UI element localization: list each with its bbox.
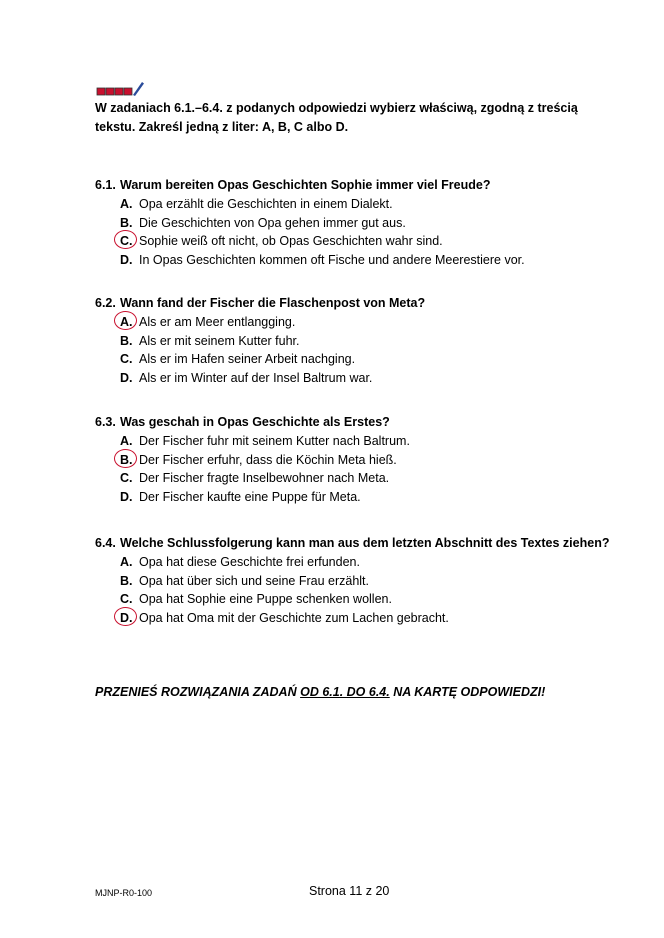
option-text: Opa hat über sich und seine Frau erzählt.: [139, 573, 369, 588]
exam-code: MJNP-R0-100: [95, 888, 153, 898]
option-letter: C.: [120, 234, 133, 248]
option-letter: D.: [120, 489, 133, 504]
option-text: Sophie weiß oft nicht, ob Opas Geschichten wahr sind.: [139, 234, 443, 248]
question-6-1: [95, 176, 615, 269]
option-text: Als er am Meer entlangging.: [139, 315, 296, 329]
question-number: 6.4.: [95, 536, 116, 550]
answer-circle: [114, 449, 137, 468]
option-letter: B.: [120, 215, 133, 230]
option-b[interactable]: [120, 451, 615, 470]
option-letter: B.: [120, 333, 133, 348]
option-b[interactable]: [120, 572, 615, 591]
option-text: Der Fischer fuhr mit seinem Kutter nach Baltrum.: [139, 434, 410, 448]
question-text: Was geschah in Opas Geschichte als Erstes?: [120, 415, 390, 429]
option-d[interactable]: [120, 609, 615, 628]
question-number: 6.1.: [95, 178, 116, 192]
question-text: Wann fand der Fischer die Flaschenpost von Meta?: [120, 296, 426, 310]
option-letter: C.: [120, 352, 133, 366]
option-text: Der Fischer kaufte eine Puppe für Meta.: [139, 489, 361, 504]
question-6-4: [95, 534, 615, 627]
option-a[interactable]: [120, 432, 615, 451]
option-c[interactable]: [120, 469, 615, 488]
option-letter: B.: [120, 573, 133, 588]
question-number: 6.3.: [95, 415, 116, 429]
option-b[interactable]: [120, 214, 615, 233]
option-letter: D.: [120, 610, 133, 625]
option-letter: A.: [120, 434, 133, 448]
option-d[interactable]: [120, 488, 615, 507]
transfer-text-1: PRZENIEŚ ROZWIĄZANIA ZADAŃ: [95, 685, 301, 699]
question-text: Warum bereiten Opas Geschichten Sophie immer viel Freude?: [120, 178, 491, 192]
task-instruction: W zadaniach 6.1.–6.4. z podanych odpowiedzi wybierz właściwą, zgodną z treścią tekstu. Zakreśl jedną z liter: A, B, C albo D.: [95, 101, 578, 134]
question-6-3: [95, 413, 615, 506]
option-text: Als er im Winter auf der Insel Baltrum war.: [139, 370, 373, 385]
option-c[interactable]: [120, 350, 615, 369]
answer-circle: [114, 607, 137, 626]
transfer-text-2: NA KARTĘ ODPOWIEDZI!: [389, 685, 546, 699]
question-text: Welche Schlussfolgerung kann man aus dem letzten Abschnitt des Textes ziehen?: [120, 536, 610, 550]
option-a[interactable]: [120, 195, 615, 214]
option-text: In Opas Geschichten kommen oft Fische und andere Meerestiere vor.: [139, 252, 525, 267]
question-number: 6.2.: [95, 296, 116, 310]
option-text: Opa erzählt die Geschichten in einem Dialekt.: [139, 197, 393, 211]
option-text: Der Fischer fragte Inselbewohner nach Meta.: [139, 471, 390, 485]
option-text: Als er mit seinem Kutter fuhr.: [139, 333, 300, 348]
option-letter: C.: [120, 592, 133, 606]
option-letter: C.: [120, 471, 133, 485]
option-letter: B.: [120, 452, 133, 467]
option-c[interactable]: [120, 232, 615, 251]
option-letter: A.: [120, 315, 133, 329]
transfer-instruction: [95, 685, 545, 699]
option-text: Opa hat Sophie eine Puppe schenken wollen.: [139, 592, 392, 606]
option-a[interactable]: [120, 313, 615, 332]
answer-circle: [114, 311, 137, 330]
option-letter: A.: [120, 197, 133, 211]
option-text: Opa hat Oma mit der Geschichte zum Lachen gebracht.: [139, 610, 449, 625]
transfer-range: OD 6.1. DO 6.4.: [300, 685, 390, 699]
answer-circle: [114, 230, 137, 249]
option-letter: D.: [120, 252, 133, 267]
option-d[interactable]: [120, 251, 615, 270]
option-text: Als er im Hafen seiner Arbeit nachging.: [139, 352, 356, 366]
option-text: Opa hat diese Geschichte frei erfunden.: [139, 555, 360, 569]
option-text: Der Fischer erfuhr, dass die Köchin Meta hieß.: [139, 452, 397, 467]
option-b[interactable]: [120, 332, 615, 351]
option-letter: A.: [120, 555, 133, 569]
page-number: Strona 11 z 20: [309, 884, 390, 898]
option-c[interactable]: [120, 590, 615, 609]
option-a[interactable]: [120, 553, 615, 572]
question-6-2: [95, 294, 615, 387]
option-letter: D.: [120, 370, 133, 385]
option-text: Die Geschichten von Opa gehen immer gut aus.: [139, 215, 406, 230]
option-d[interactable]: [120, 369, 615, 388]
task-type-icon: [96, 80, 146, 98]
